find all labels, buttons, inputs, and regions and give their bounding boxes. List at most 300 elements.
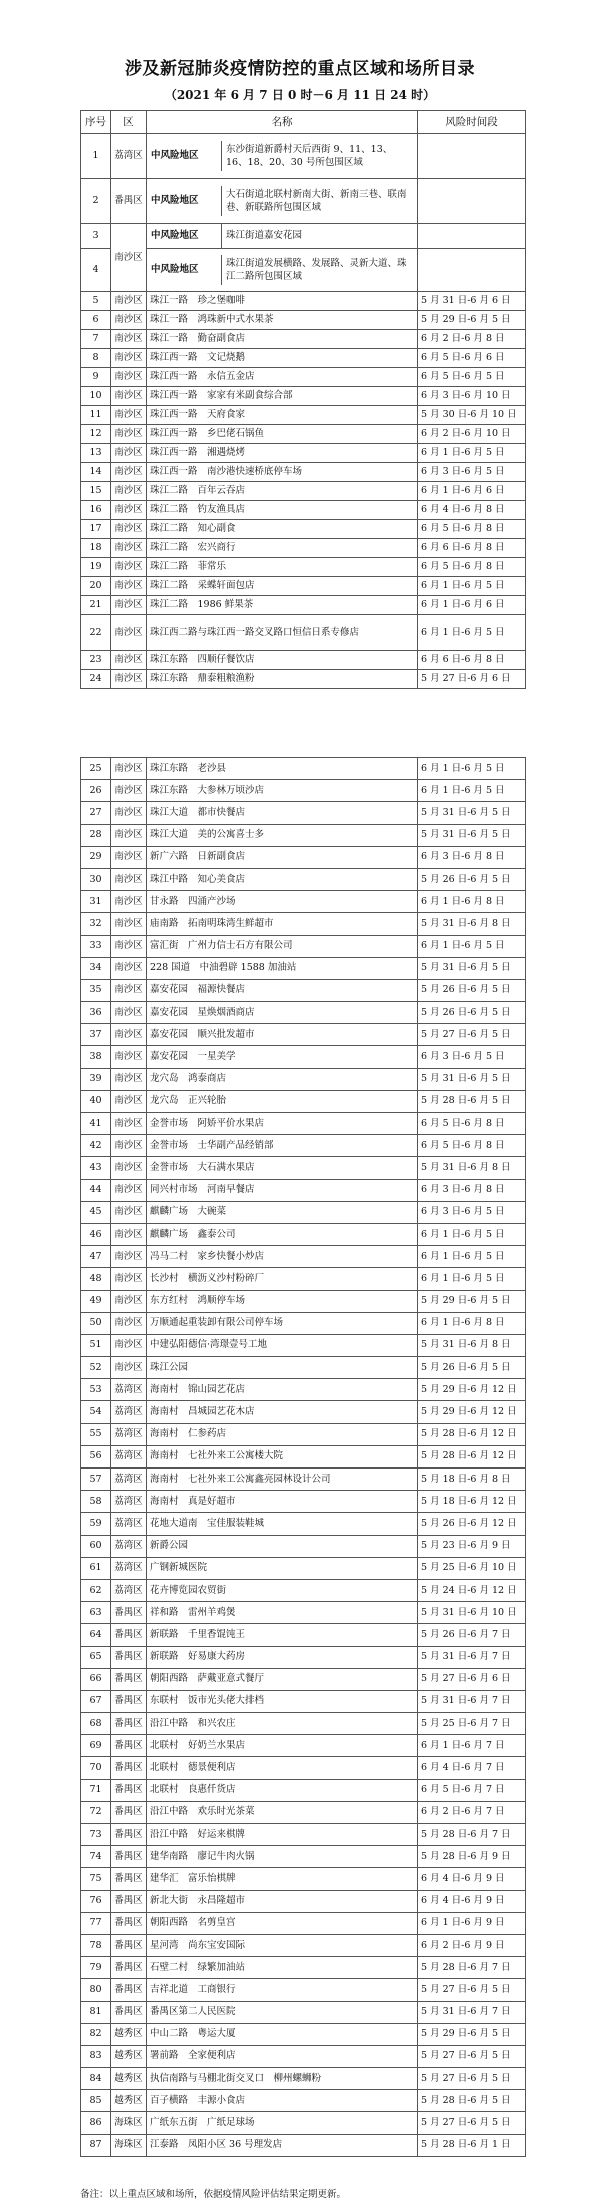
row-no: 63	[81, 1602, 111, 1624]
row-risk-period: 5 月 25 日-6 月 7 日	[418, 1713, 526, 1735]
row-no: 13	[81, 444, 111, 463]
row-district: 南沙区	[111, 520, 147, 539]
row-risk-period: 6 月 1 日-6 月 6 日	[418, 482, 526, 501]
row-district: 南沙区	[111, 1357, 147, 1379]
table-row	[81, 1491, 526, 1513]
row-no: 45	[81, 1201, 111, 1223]
row-risk-period: 6 月 1 日-6 月 5 日	[418, 1223, 526, 1245]
row-name: 吉祥北道 工商银行	[147, 1979, 418, 2001]
row-no: 85	[81, 2090, 111, 2112]
table-row	[81, 913, 526, 935]
row-no: 65	[81, 1646, 111, 1668]
table-row	[81, 349, 526, 368]
row-no: 23	[81, 651, 111, 670]
row-no: 54	[81, 1401, 111, 1423]
row-district: 南沙区	[111, 780, 147, 802]
row-district: 荔湾区	[111, 1491, 147, 1513]
row-name: 庙南路 拓南明珠湾生鲜超市	[147, 913, 418, 935]
row-no: 34	[81, 957, 111, 979]
risk-level-label: 中风险地区	[151, 230, 199, 241]
row-name: 珠江二路 钓友渔具店	[147, 501, 418, 520]
table-row	[81, 1757, 526, 1779]
row-risk-period: 6 月 1 日-6 月 5 日	[418, 615, 526, 651]
row-name: 东方红村 鸿顺停车场	[147, 1290, 418, 1312]
row-risk-period	[418, 224, 526, 249]
row-name: 甘永路 四涌产沙场	[147, 891, 418, 913]
row-district: 南沙区	[111, 444, 147, 463]
table-row	[81, 249, 526, 292]
risk-level-label: 中风险地区	[151, 195, 199, 206]
row-risk-period: 5 月 28 日-6 月 7 日	[418, 1824, 526, 1846]
table-row	[81, 1113, 526, 1135]
row-name: 星河湾 尚东宝安国际	[147, 1934, 418, 1956]
row-risk-period: 6 月 5 日-6 月 5 日	[418, 368, 526, 387]
row-name: 珠江西一路 南沙港快速桥底停车场	[147, 463, 418, 482]
row-district: 南沙区	[111, 224, 147, 292]
row-risk-period: 5 月 28 日-6 月 7 日	[418, 1957, 526, 1979]
row-no: 5	[81, 292, 111, 311]
row-name: 珠江西一路 湘遇烧烤	[147, 444, 418, 463]
row-name: 嘉安花园 顺兴批发超市	[147, 1024, 418, 1046]
row-risk-period: 5 月 29 日-6 月 5 日	[418, 311, 526, 330]
row-name: 花地大道南 宝佳服装鞋城	[147, 1513, 418, 1535]
row-district: 番禺区	[111, 1824, 147, 1846]
area-description: 珠江街道发展横路、发展路、灵新大道、珠江二路所包围区域	[221, 255, 417, 285]
row-no: 71	[81, 1779, 111, 1801]
table-row	[81, 1801, 526, 1823]
row-name: 祥和路 雷州羊鸡煲	[147, 1602, 418, 1624]
row-no: 57	[81, 1469, 111, 1491]
row-no: 87	[81, 2134, 111, 2156]
table-row	[81, 2045, 526, 2067]
row-risk-period: 6 月 3 日-6 月 8 日	[418, 846, 526, 868]
row-name	[147, 249, 418, 292]
row-district: 南沙区	[111, 1290, 147, 1312]
row-no: 35	[81, 979, 111, 1001]
row-district: 南沙区	[111, 824, 147, 846]
row-risk-period: 6 月 3 日-6 月 5 日	[418, 1046, 526, 1068]
table-row	[81, 179, 526, 224]
row-district: 番禺区	[111, 179, 147, 224]
table-row	[81, 1201, 526, 1223]
row-risk-period: 5 月 29 日-6 月 12 日	[418, 1379, 526, 1401]
row-name: 珠江东路 大参林万顷沙店	[147, 780, 418, 802]
row-name: 执信南路与马棚北街交叉口 柳州螺蛳粉	[147, 2068, 418, 2090]
table-row	[81, 1602, 526, 1624]
row-no: 56	[81, 1445, 111, 1467]
row-name: 中建弘阳德信·湾璟壹号工地	[147, 1334, 418, 1356]
row-risk-period	[418, 249, 526, 292]
row-district: 南沙区	[111, 1135, 147, 1157]
table-row	[81, 1469, 526, 1491]
row-risk-period: 5 月 31 日-6 月 5 日	[418, 802, 526, 824]
row-district: 荔湾区	[111, 1469, 147, 1491]
row-name: 珠江大道 美的公寓喜士多	[147, 824, 418, 846]
table-row	[81, 539, 526, 558]
row-district: 南沙区	[111, 558, 147, 577]
table-row	[81, 1912, 526, 1934]
row-district: 南沙区	[111, 1024, 147, 1046]
row-risk-period: 5 月 28 日-6 月 12 日	[418, 1423, 526, 1445]
table-row	[81, 1068, 526, 1090]
row-name: 228 国道 中油碧辟 1588 加油站	[147, 957, 418, 979]
table-row	[81, 1824, 526, 1846]
row-risk-period: 6 月 3 日-6 月 5 日	[418, 1201, 526, 1223]
row-risk-period: 5 月 24 日-6 月 12 日	[418, 1579, 526, 1601]
row-risk-period: 6 月 1 日-6 月 9 日	[418, 1912, 526, 1934]
table-row	[81, 1513, 526, 1535]
row-no: 81	[81, 2001, 111, 2023]
row-no: 66	[81, 1668, 111, 1690]
row-district: 南沙区	[111, 957, 147, 979]
table-row	[81, 1934, 526, 1956]
row-risk-period: 6 月 2 日-6 月 10 日	[418, 425, 526, 444]
table-row	[81, 1246, 526, 1268]
row-no: 48	[81, 1268, 111, 1290]
table-row	[81, 1423, 526, 1445]
row-risk-period: 6 月 1 日-6 月 5 日	[418, 780, 526, 802]
row-district: 荔湾区	[111, 1379, 147, 1401]
row-name: 金誉市场 士华副产品经销部	[147, 1135, 418, 1157]
row-district: 南沙区	[111, 311, 147, 330]
table-row	[81, 311, 526, 330]
row-risk-period: 6 月 2 日-6 月 8 日	[418, 330, 526, 349]
row-name: 麒麟广场 大碗菜	[147, 1201, 418, 1223]
header-risk-period: 风险时间段	[418, 111, 526, 134]
row-no: 40	[81, 1090, 111, 1112]
row-risk-period: 6 月 1 日-6 月 8 日	[418, 891, 526, 913]
row-district: 越秀区	[111, 2045, 147, 2067]
row-district: 南沙区	[111, 1002, 147, 1024]
risk-level-label: 中风险地区	[151, 150, 199, 161]
table-row	[81, 670, 526, 689]
row-no: 3	[81, 224, 111, 249]
row-no: 10	[81, 387, 111, 406]
row-no: 16	[81, 501, 111, 520]
row-risk-period: 5 月 18 日-6 月 12 日	[418, 1491, 526, 1513]
row-district: 南沙区	[111, 330, 147, 349]
row-risk-period: 6 月 5 日-6 月 8 日	[418, 1113, 526, 1135]
row-no: 50	[81, 1312, 111, 1334]
row-district: 番禺区	[111, 2001, 147, 2023]
row-no: 68	[81, 1713, 111, 1735]
header-name: 名称	[147, 111, 418, 134]
row-district: 南沙区	[111, 406, 147, 425]
row-district: 越秀区	[111, 2068, 147, 2090]
row-district: 番禺区	[111, 1979, 147, 2001]
row-risk-period: 5 月 26 日-6 月 7 日	[418, 1624, 526, 1646]
row-no: 2	[81, 179, 111, 224]
table-row	[81, 2090, 526, 2112]
row-name	[147, 179, 418, 224]
header-district: 区	[111, 111, 147, 134]
row-district: 南沙区	[111, 1090, 147, 1112]
row-district: 南沙区	[111, 1201, 147, 1223]
header-no: 序号	[81, 111, 111, 134]
row-risk-period: 5 月 26 日-6 月 5 日	[418, 979, 526, 1001]
row-no: 1	[81, 134, 111, 179]
row-risk-period: 5 月 23 日-6 月 9 日	[418, 1535, 526, 1557]
table-row	[81, 520, 526, 539]
table-row	[81, 2068, 526, 2090]
row-no: 14	[81, 463, 111, 482]
row-district: 荔湾区	[111, 1535, 147, 1557]
table-row	[81, 891, 526, 913]
table-row	[81, 1713, 526, 1735]
row-district: 番禺区	[111, 1801, 147, 1823]
table-row	[81, 868, 526, 890]
row-no: 27	[81, 802, 111, 824]
row-district: 海珠区	[111, 2112, 147, 2134]
table-row	[81, 1957, 526, 1979]
row-no: 76	[81, 1890, 111, 1912]
row-name: 新广六路 日新副食店	[147, 846, 418, 868]
row-name: 花卉博览园农贸街	[147, 1579, 418, 1601]
row-district: 荔湾区	[111, 1445, 147, 1467]
row-name: 金誉市场 阿娇平价水果店	[147, 1113, 418, 1135]
row-district: 南沙区	[111, 387, 147, 406]
row-district: 番禺区	[111, 1846, 147, 1868]
table-row	[81, 1290, 526, 1312]
row-name: 北联村 德景便利店	[147, 1757, 418, 1779]
table-row	[81, 1535, 526, 1557]
table-row	[81, 979, 526, 1001]
table-row	[81, 957, 526, 979]
row-risk-period: 6 月 1 日-6 月 8 日	[418, 1312, 526, 1334]
row-district: 南沙区	[111, 539, 147, 558]
row-risk-period: 5 月 31 日-6 月 7 日	[418, 1690, 526, 1712]
row-risk-period: 5 月 31 日-6 月 7 日	[418, 2001, 526, 2023]
row-risk-period	[418, 134, 526, 179]
row-name: 朝阳西路 萨戴亚意式餐厅	[147, 1668, 418, 1690]
row-risk-period: 5 月 25 日-6 月 10 日	[418, 1557, 526, 1579]
row-district: 南沙区	[111, 802, 147, 824]
row-district: 番禺区	[111, 1868, 147, 1890]
table-row	[81, 1312, 526, 1334]
table-row	[81, 2023, 526, 2045]
row-district: 番禺区	[111, 1779, 147, 1801]
row-risk-period: 6 月 3 日-6 月 10 日	[418, 387, 526, 406]
row-no: 44	[81, 1179, 111, 1201]
row-no: 49	[81, 1290, 111, 1312]
row-name: 富汇街 广州力信士石方有限公司	[147, 935, 418, 957]
row-no: 6	[81, 311, 111, 330]
row-no: 4	[81, 249, 111, 292]
row-risk-period: 6 月 1 日-6 月 6 日	[418, 596, 526, 615]
table-row	[81, 463, 526, 482]
row-district: 荔湾区	[111, 1557, 147, 1579]
row-name: 沿江中路 和兴农庄	[147, 1713, 418, 1735]
row-no: 75	[81, 1868, 111, 1890]
row-name: 海南村 昌城园艺花木店	[147, 1401, 418, 1423]
row-risk-period: 5 月 28 日-6 月 12 日	[418, 1445, 526, 1467]
row-district: 南沙区	[111, 501, 147, 520]
row-risk-period: 6 月 1 日-6 月 5 日	[418, 444, 526, 463]
row-risk-period: 6 月 1 日-6 月 7 日	[418, 1735, 526, 1757]
row-no: 41	[81, 1113, 111, 1135]
table-row	[81, 758, 526, 780]
row-no: 59	[81, 1513, 111, 1535]
row-district: 番禺区	[111, 1890, 147, 1912]
row-risk-period: 5 月 26 日-6 月 5 日	[418, 1357, 526, 1379]
row-name: 珠江西一路 永信五金店	[147, 368, 418, 387]
row-district: 南沙区	[111, 670, 147, 689]
row-name: 龙穴岛 正兴轮胎	[147, 1090, 418, 1112]
table-row	[81, 1046, 526, 1068]
row-risk-period: 5 月 18 日-6 月 8 日	[418, 1469, 526, 1491]
row-name: 珠江一路 珍之堡咖啡	[147, 292, 418, 311]
area-description: 东沙街道新爵村天后西街 9、11、13、16、18、20、30 号所包围区域	[221, 141, 417, 171]
row-district: 南沙区	[111, 368, 147, 387]
row-name: 珠江二路 知心副食	[147, 520, 418, 539]
row-no: 33	[81, 935, 111, 957]
row-risk-period: 6 月 4 日-6 月 9 日	[418, 1868, 526, 1890]
row-risk-period: 6 月 5 日-6 月 8 日	[418, 558, 526, 577]
row-name: 海南村 七社外来工公寓鑫亮园林设计公司	[147, 1469, 418, 1491]
row-risk-period: 6 月 1 日-6 月 5 日	[418, 1268, 526, 1290]
table-row	[81, 1579, 526, 1601]
row-risk-period: 5 月 27 日-6 月 5 日	[418, 2112, 526, 2134]
row-risk-period: 5 月 31 日-6 月 5 日	[418, 824, 526, 846]
row-no: 32	[81, 913, 111, 935]
row-risk-period: 5 月 28 日-6 月 5 日	[418, 1090, 526, 1112]
row-district: 荔湾区	[111, 1401, 147, 1423]
row-no: 74	[81, 1846, 111, 1868]
row-risk-period: 5 月 31 日-6 月 8 日	[418, 1334, 526, 1356]
row-district: 番禺区	[111, 1912, 147, 1934]
row-district: 南沙区	[111, 1157, 147, 1179]
row-name: 嘉安花园 星焕烟酒商店	[147, 1002, 418, 1024]
row-name: 北联村 好奶兰水果店	[147, 1735, 418, 1757]
row-no: 64	[81, 1624, 111, 1646]
row-name: 珠江二路 1986 鲜果茶	[147, 596, 418, 615]
row-district: 番禺区	[111, 1934, 147, 1956]
row-district: 南沙区	[111, 463, 147, 482]
table-row	[81, 1002, 526, 1024]
row-risk-period: 5 月 31 日-6 月 7 日	[418, 1646, 526, 1668]
table-row	[81, 1779, 526, 1801]
row-risk-period: 6 月 6 日-6 月 8 日	[418, 539, 526, 558]
row-no: 15	[81, 482, 111, 501]
table-row	[81, 846, 526, 868]
row-district: 南沙区	[111, 1223, 147, 1245]
area-description: 珠江街道嘉安花园	[221, 224, 417, 248]
row-district: 南沙区	[111, 577, 147, 596]
row-district: 南沙区	[111, 935, 147, 957]
row-name: 金誉市场 大石满水果店	[147, 1157, 418, 1179]
row-district: 荔湾区	[111, 1513, 147, 1535]
table-row	[81, 482, 526, 501]
table-row	[81, 1223, 526, 1245]
row-name	[147, 224, 418, 249]
table-row	[81, 387, 526, 406]
table-row	[81, 780, 526, 802]
row-no: 37	[81, 1024, 111, 1046]
row-no: 72	[81, 1801, 111, 1823]
row-risk-period: 5 月 26 日-6 月 5 日	[418, 868, 526, 890]
row-risk-period: 5 月 27 日-6 月 6 日	[418, 670, 526, 689]
row-district: 南沙区	[111, 349, 147, 368]
row-no: 11	[81, 406, 111, 425]
row-district: 南沙区	[111, 1113, 147, 1135]
row-district: 南沙区	[111, 846, 147, 868]
table-row	[81, 1624, 526, 1646]
row-name: 新联路 好易康大药房	[147, 1646, 418, 1668]
row-risk-period: 5 月 29 日-6 月 5 日	[418, 1290, 526, 1312]
row-risk-period: 5 月 28 日-6 月 5 日	[418, 2090, 526, 2112]
row-name: 同兴村市场 河南早餐店	[147, 1179, 418, 1201]
row-district: 越秀区	[111, 2023, 147, 2045]
row-no: 69	[81, 1735, 111, 1757]
row-risk-period: 6 月 5 日-6 月 8 日	[418, 520, 526, 539]
row-risk-period: 5 月 27 日-6 月 5 日	[418, 1979, 526, 2001]
table-row	[81, 1357, 526, 1379]
table-header-row	[81, 111, 526, 134]
row-name: 珠江二路 采蝶轩面包店	[147, 577, 418, 596]
row-district: 南沙区	[111, 913, 147, 935]
row-risk-period: 5 月 26 日-6 月 12 日	[418, 1513, 526, 1535]
row-risk-period: 5 月 31 日-6 月 5 日	[418, 957, 526, 979]
table-row	[81, 406, 526, 425]
table-body-2	[81, 758, 526, 1468]
row-district: 南沙区	[111, 891, 147, 913]
row-name: 新北大街 永昌隆超市	[147, 1890, 418, 1912]
row-no: 58	[81, 1491, 111, 1513]
row-risk-period: 6 月 4 日-6 月 8 日	[418, 501, 526, 520]
row-district: 番禺区	[111, 1646, 147, 1668]
table-row	[81, 1646, 526, 1668]
row-risk-period: 5 月 31 日-6 月 6 日	[418, 292, 526, 311]
table-part-1	[80, 110, 526, 689]
row-no: 82	[81, 2023, 111, 2045]
row-name: 麒麟广场 鑫泰公司	[147, 1223, 418, 1245]
table-row	[81, 596, 526, 615]
row-no: 20	[81, 577, 111, 596]
row-risk-period: 6 月 1 日-6 月 5 日	[418, 935, 526, 957]
row-name: 嘉安花园 福源快餐店	[147, 979, 418, 1001]
row-name: 珠江一路 勤奋副食店	[147, 330, 418, 349]
row-name: 珠江大道 都市快餐店	[147, 802, 418, 824]
row-no: 31	[81, 891, 111, 913]
table-row	[81, 2134, 526, 2156]
row-no: 9	[81, 368, 111, 387]
row-no: 60	[81, 1535, 111, 1557]
row-no: 83	[81, 2045, 111, 2067]
table-row	[81, 134, 526, 179]
row-no: 43	[81, 1157, 111, 1179]
row-name: 广纸东五街 广纸足球场	[147, 2112, 418, 2134]
row-district: 南沙区	[111, 758, 147, 780]
row-district: 南沙区	[111, 1068, 147, 1090]
row-name: 珠江公园	[147, 1357, 418, 1379]
row-district: 海珠区	[111, 2134, 147, 2156]
row-no: 73	[81, 1824, 111, 1846]
table-row	[81, 1179, 526, 1201]
table-row	[81, 2001, 526, 2023]
row-risk-period: 5 月 29 日-6 月 5 日	[418, 2023, 526, 2045]
row-name: 江泰路 凤阳小区 36 号理发店	[147, 2134, 418, 2156]
row-no: 24	[81, 670, 111, 689]
table-row	[81, 577, 526, 596]
row-name: 广钢新城医院	[147, 1557, 418, 1579]
table-part-2	[80, 757, 526, 1468]
row-name: 百子横路 丰源小食店	[147, 2090, 418, 2112]
table-body-3	[81, 1469, 526, 2157]
row-name: 石壁二村 绿繁加油站	[147, 1957, 418, 1979]
table-row	[81, 1379, 526, 1401]
row-no: 80	[81, 1979, 111, 2001]
row-district: 南沙区	[111, 615, 147, 651]
